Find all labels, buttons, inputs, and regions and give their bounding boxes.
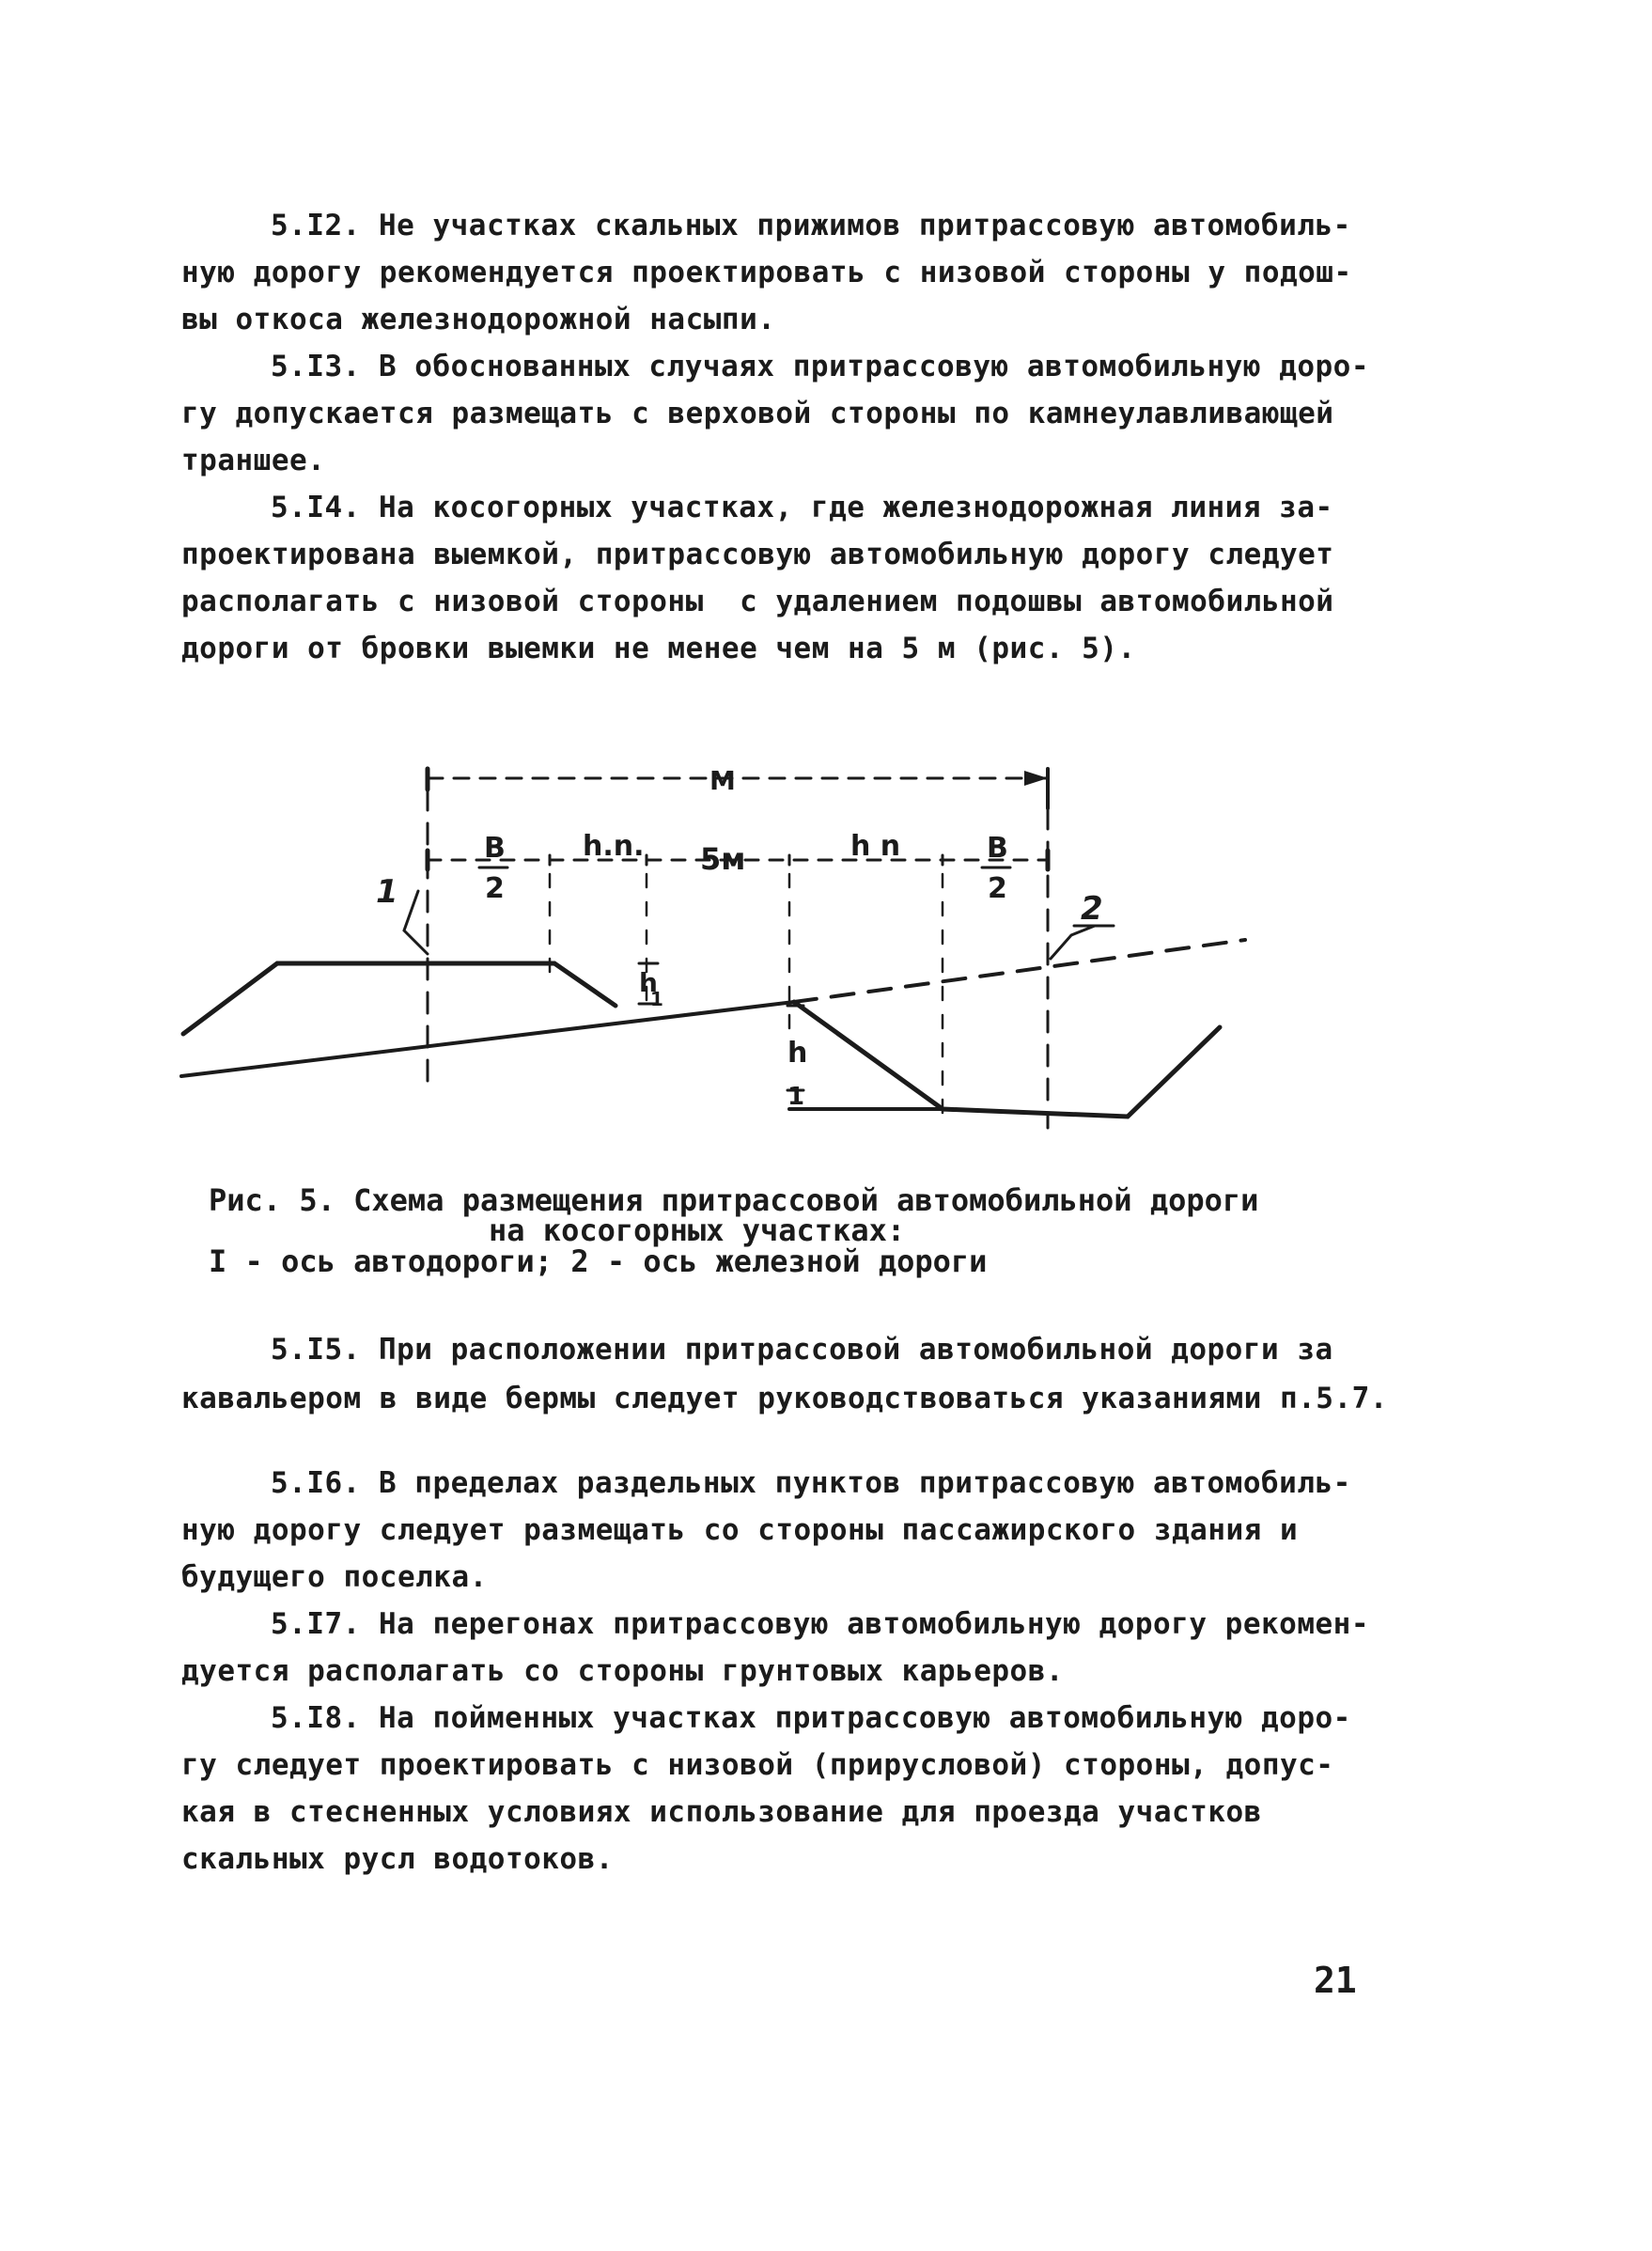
- label-h1: h: [639, 967, 658, 998]
- dim-b-over-2-left-den: 2: [485, 872, 505, 905]
- para-5-16-line-1: 5.I6. В пределах раздельных пунктов притрассовую автомобиль-: [271, 1466, 1351, 1500]
- para-5-16-line-3: будущего поселка.: [181, 1560, 488, 1594]
- dim-5m: 5м: [700, 841, 746, 877]
- para-5-14-line-2: проектирована выемкой, притрассовую автомобильную дорогу следует: [181, 538, 1334, 571]
- para-5-12-line-1: 5.I2. Не участках скальных прижимов притрассовую автомобиль-: [271, 209, 1351, 242]
- para-5-17-line-2: дуется располагать со стороны грунтовых карьеров.: [181, 1654, 1065, 1688]
- dim-hn-right: h n: [850, 830, 901, 863]
- para-5-18-line-3: кая в стесненных условиях использование для проезда участков: [181, 1795, 1262, 1829]
- dim-m-arrow: [1024, 771, 1048, 786]
- para-5-17-line-1: 5.I7. На перегонах притрассовую автомобильную дорогу рекомен-: [271, 1607, 1369, 1641]
- para-5-15-line-2: кавальером в виде бермы следует руководствоваться указаниями п.5.7.: [181, 1382, 1388, 1415]
- ground-line: [181, 1002, 794, 1076]
- label-axis-1: 1: [376, 873, 398, 911]
- road-embankment: [183, 963, 616, 1034]
- figure-caption-line-3: I - ось автодороги; 2 - ось железной дороги: [209, 1243, 988, 1279]
- para-5-15-line-1: 5.I5. При расположении притрассовой автомобильной дороги за: [271, 1333, 1333, 1367]
- label-axis-2: 2: [1081, 890, 1103, 928]
- leader-1: [404, 891, 428, 954]
- dim-hn-left: h.n.: [583, 830, 645, 863]
- label-h1-sub: 1: [650, 988, 663, 1010]
- dim-m-label: M: [709, 765, 736, 796]
- para-5-18-line-1: 5.I8. На пойменных участках притрассовую автомобильную доро-: [271, 1701, 1351, 1735]
- figure-caption-line-1: Рис. 5. Схема размещения притрассовой автомобильной дороги: [209, 1182, 1259, 1218]
- para-5-18-line-4: скальных русл водотоков.: [181, 1842, 614, 1876]
- para-5-18-line-2: гу следует проектировать с низовой (прирусловой) стороны, допус-: [181, 1748, 1334, 1782]
- para-5-13-line-3: траншее.: [181, 444, 326, 477]
- dim-b-over-2-right-num: B: [987, 832, 1008, 865]
- para-5-13-line-2: гу допускается размещать с верховой стороны по камнеулавливающей: [181, 397, 1334, 430]
- para-5-14-line-1: 5.I4. На косогорных участках, где железнодорожная линия за-: [271, 491, 1333, 524]
- para-5-14-line-4: дороги от бровки выемки не менее чем на 5 м (рис. 5).: [181, 632, 1136, 665]
- label-depth-mark: 1: [787, 1083, 805, 1111]
- para-5-13-line-1: 5.I3. В обоснованных случаях притрассовую автомобильную доро-: [271, 350, 1369, 383]
- figure-caption-line-2: на косогорных участках:: [489, 1212, 906, 1248]
- para-5-16-line-2: ную дорогу следует размещать со стороны пассажирского здания и: [181, 1513, 1299, 1547]
- dim-b-over-2-left-num: B: [484, 832, 506, 865]
- label-depth-h: h: [787, 1037, 808, 1070]
- leader-2: [1051, 926, 1095, 959]
- railway-cut: [794, 1002, 1220, 1117]
- page-number: 21: [1314, 1960, 1357, 2001]
- dim-b-over-2-right-den: 2: [988, 872, 1007, 905]
- para-5-12-line-2: ную дорогу рекомендуется проектировать с низовой стороны у подош-: [181, 256, 1352, 289]
- para-5-14-line-3: располагать с низовой стороны с удалением подошвы автомобильной: [181, 585, 1334, 618]
- para-5-12-line-3: вы откоса железнодорожной насыпи.: [181, 303, 776, 336]
- ground-line-dashed: [794, 940, 1245, 1002]
